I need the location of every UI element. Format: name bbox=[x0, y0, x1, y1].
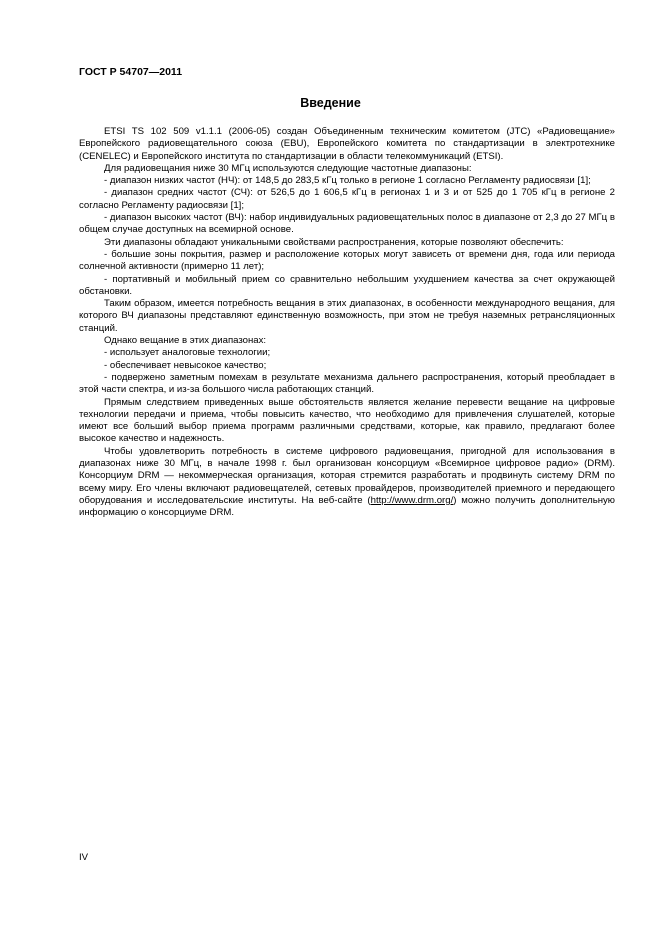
drm-website-link[interactable]: http://www.drm.org/ bbox=[370, 494, 454, 506]
paragraph: ETSI TS 102 509 v1.1.1 (2006-05) создан Объединенным техническим комитетом (JTC) «Радиовещание» Европейского радиовещательного союза (EBU), Европейского комитета по стандартизации в электротехнике (CENELEC) и Европейского института по стандартизации в области телекоммуникаций (ETSI). bbox=[79, 126, 615, 162]
document-code: ГОСТ Р 54707—2011 bbox=[79, 66, 183, 78]
list-item: - подвержено заметным помехам в результате механизма дальнего распространения, который преобладает в этой части спектра, и из-за большого числа работающих станций. bbox=[79, 371, 615, 396]
paragraph: Однако вещание в этих диапазонах: bbox=[104, 335, 267, 347]
paragraph-text: Чтобы удовлетворить потребность в системе цифрового радиовещания, пригодной для использования в диапазонах ниже 30 МГц, в начале 1998 г. был организован консорциум «Всемирное цифровое радио» (DRM). Консорциум DRM — некоммерческая организация, которая стремится разработать и продвинуть систему DRM по всему миру. Его члены включают радиовещателей, сетевых провайдеров, производителей приемного и передающего оборудования и исследовательские институты. На веб-сайте ( bbox=[79, 445, 615, 506]
paragraph: Для радиовещания ниже 30 МГц используются следующие частотные диапазоны: bbox=[104, 162, 472, 174]
list-item: - портативный и мобильный прием со сравнительно небольшим ухудшением качества за счет окружающей обстановки. bbox=[79, 273, 615, 297]
paragraph: Эти диапазоны обладают уникальными свойствами распространения, которые позволяют обеспечить: bbox=[104, 236, 564, 248]
list-item: - диапазон высоких частот (ВЧ): набор индивидуальных радиовещательных полос в диапазоне от 2,3 до 27 МГц в общем случае доступных на всемирной основе. bbox=[79, 212, 615, 236]
list-item: - использует аналоговые технологии; bbox=[104, 347, 271, 359]
paragraph: Таким образом, имеется потребность вещания в этих диапазонах, в особенности международного вещания, для которого ВЧ диапазоны представляют единственную возможность, при этом не требуя наземных ретрансляционных станций. bbox=[79, 298, 615, 334]
list-item: - обеспечивает невысокое качество; bbox=[104, 359, 267, 371]
document-body bbox=[79, 126, 615, 520]
paragraph: Прямым следствием приведенных выше обстоятельств является желание перевести вещание на цифровые технологии передачи и приема, чтобы повысить качество, что необходимо для привлечения слушателей, которые имеют все больший выбор приема программ различными средствами, которые, как правило, предлагают более высокое качество и надежность. bbox=[79, 396, 615, 445]
section-title: Введение bbox=[300, 96, 361, 110]
list-item: - диапазон средних частот (СЧ): от 526,5 до 1 606,5 кГц в регионах 1 и 3 и от 525 до 1 705 кГц в регионе 2 согласно Регламенту радиосвязи [1]; bbox=[79, 187, 615, 211]
paragraph bbox=[79, 446, 615, 520]
page-number: IV bbox=[79, 852, 89, 863]
list-item: - большие зоны покрытия, размер и расположение которых могут зависеть от времени дня, года или периода солнечной активности (примерно 11 лет); bbox=[79, 248, 615, 273]
list-item: - диапазон низких частот (НЧ): от 148,5 до 283,5 кГц только в регионе 1 согласно Регламенту радиосвязи [1]; bbox=[104, 175, 591, 187]
paragraph-text: ) можно получить дополнительную информацию о консорциуме DRM. bbox=[79, 494, 615, 519]
